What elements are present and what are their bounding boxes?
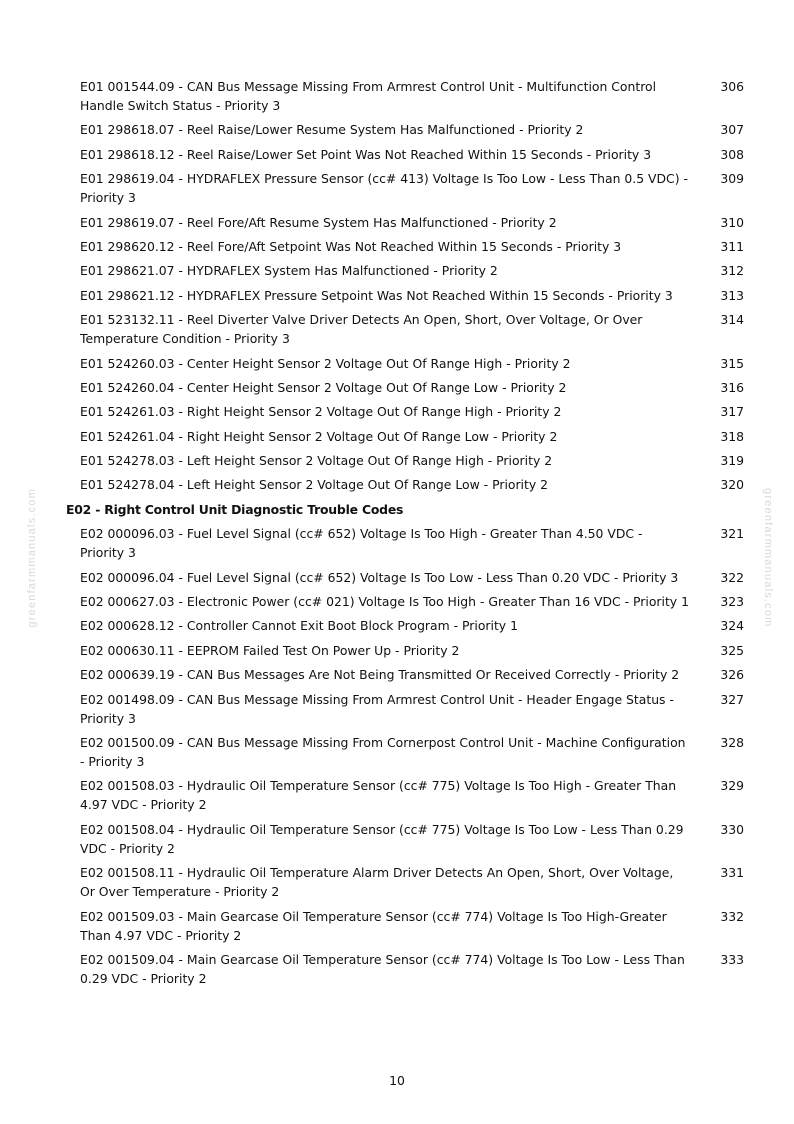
toc-entry[interactable] [80, 524, 744, 562]
toc-entry-page: 309 [720, 171, 744, 187]
toc-entry-title: E01 524278.03 - Left Height Sensor 2 Voltage Out Of Range High - Priority 2 [80, 453, 553, 469]
toc-entry[interactable] [80, 641, 744, 660]
toc-entry-title: E02 001498.09 - CAN Bus Message Missing From Armrest Control Unit - Header Engage Status - Priority 3 [80, 691, 674, 726]
toc-entry[interactable] [80, 690, 744, 728]
toc-entry[interactable] [80, 863, 744, 901]
toc-entry-title: E01 523132.11 - Reel Diverter Valve Driver Detects An Open, Short, Over Voltage, Or Over Temperature Condition - Priority 3 [80, 312, 643, 347]
toc-entry-page: 317 [720, 404, 744, 420]
toc-entry-page: 307 [720, 122, 744, 138]
toc-entry[interactable] [80, 427, 744, 446]
toc-entry-page: 328 [720, 734, 744, 750]
toc-entry-title: E02 001508.11 - Hydraulic Oil Temperature Alarm Driver Detects An Open, Short, Over Voltage, Or Over Temperature - Priority 2 [80, 865, 674, 900]
toc-entry[interactable] [80, 616, 744, 635]
toc-entry-page: 320 [720, 477, 744, 493]
toc-entry-page: 313 [720, 287, 744, 303]
toc-entry-page: 316 [720, 379, 744, 395]
toc-entry-title: E01 524278.04 - Left Height Sensor 2 Voltage Out Of Range Low - Priority 2 [80, 477, 549, 493]
toc-entry-title: E01 001544.09 - CAN Bus Message Missing From Armrest Control Unit - Multifunction Control Handle Switch Status - Priority 3 [80, 79, 657, 113]
toc-entry[interactable] [80, 77, 744, 115]
toc-entry[interactable] [80, 568, 744, 587]
toc-entry[interactable] [80, 286, 744, 305]
toc-entry-title: E01 524261.04 - Right Height Sensor 2 Voltage Out Of Range Low - Priority 2 [80, 428, 558, 444]
toc-entry-page: 315 [720, 355, 744, 371]
toc-entry-page: 325 [720, 642, 744, 658]
toc-entry-title: E01 298619.07 - Reel Fore/Aft Resume System Has Malfunctioned - Priority 2 [80, 214, 557, 230]
watermark-right: greenfarmmanuals.com [762, 488, 774, 628]
toc-entry[interactable] [80, 237, 744, 256]
toc-entry[interactable] [80, 475, 744, 494]
toc-entry[interactable] [80, 592, 744, 611]
toc-entry-title: E01 298620.12 - Reel Fore/Aft Setpoint Was Not Reached Within 15 Seconds - Priority 3 [80, 238, 622, 254]
toc-group-after [80, 524, 744, 988]
toc-entry-page: 323 [720, 594, 744, 610]
toc-entry[interactable] [80, 776, 744, 814]
toc-entry[interactable] [80, 820, 744, 858]
toc-entry-page: 327 [720, 691, 744, 707]
toc-entry-page: 326 [720, 667, 744, 683]
watermark-left: greenfarmmanuals.com [26, 488, 38, 628]
toc-entry[interactable] [80, 907, 744, 945]
toc-entry-title: E02 001500.09 - CAN Bus Message Missing From Cornerpost Control Unit - Machine Configuration - Priority 3 [80, 734, 686, 769]
toc-entry[interactable] [80, 733, 744, 771]
toc-entry[interactable] [80, 402, 744, 421]
toc-entry-page: 318 [720, 428, 744, 444]
toc-entry-title: E01 524261.03 - Right Height Sensor 2 Voltage Out Of Range High - Priority 2 [80, 404, 562, 420]
toc-entry-page: 329 [720, 778, 744, 794]
toc-entry-title: E01 298621.12 - HYDRAFLEX Pressure Setpoint Was Not Reached Within 15 Seconds - Priority 3 [80, 287, 673, 303]
toc-entry[interactable] [80, 451, 744, 470]
toc-entry-title: E02 000096.03 - Fuel Level Signal (cc# 652) Voltage Is Too High - Greater Than 4.50 VDC - Priority 3 [80, 526, 643, 561]
page-number: 10 [389, 1073, 405, 1088]
section-heading: E02 - Right Control Unit Diagnostic Trouble Codes [66, 501, 404, 517]
toc-entry-title: E02 000630.11 - EEPROM Failed Test On Power Up - Priority 2 [80, 642, 460, 658]
toc-entry-title: E02 001508.04 - Hydraulic Oil Temperature Sensor (cc# 775) Voltage Is Too Low - Less Than 0.29 VDC - Priority 2 [80, 821, 684, 856]
toc-entry-page: 324 [720, 618, 744, 634]
toc-entry-title: E02 000639.19 - CAN Bus Messages Are Not Being Transmitted Or Received Correctly - Priority 2 [80, 667, 680, 683]
toc-entry-page: 332 [720, 908, 744, 924]
toc-entry-title: E01 524260.04 - Center Height Sensor 2 Voltage Out Of Range Low - Priority 2 [80, 379, 567, 395]
toc-group-before [80, 77, 744, 494]
toc-entry-title: E02 001509.03 - Main Gearcase Oil Temperature Sensor (cc# 774) Voltage Is Too High-Greater Than 4.97 VDC - Priority 2 [80, 908, 667, 943]
toc-entry[interactable] [80, 950, 744, 988]
toc-entry-title: E02 000096.04 - Fuel Level Signal (cc# 652) Voltage Is Too Low - Less Than 0.20 VDC - Priority 3 [80, 569, 679, 585]
toc-entry[interactable] [80, 354, 744, 373]
toc-entry-page: 310 [720, 214, 744, 230]
toc-entry-title: E02 001508.03 - Hydraulic Oil Temperature Sensor (cc# 775) Voltage Is Too High - Greater Than 4.97 VDC - Priority 2 [80, 778, 677, 813]
toc-entry-title: E01 298618.07 - Reel Raise/Lower Resume System Has Malfunctioned - Priority 2 [80, 122, 584, 138]
toc-entry-title: E02 000628.12 - Controller Cannot Exit Boot Block Program - Priority 1 [80, 618, 518, 634]
toc-entry[interactable] [80, 145, 744, 164]
toc-entry-title: E02 001509.04 - Main Gearcase Oil Temperature Sensor (cc# 774) Voltage Is Too Low - Less Than 0.29 VDC - Priority 2 [80, 951, 685, 986]
toc-entry-page: 308 [720, 146, 744, 162]
table-of-contents [66, 77, 744, 993]
toc-entry[interactable] [80, 169, 744, 207]
toc-entry[interactable] [80, 261, 744, 280]
toc-entry-page: 333 [720, 951, 744, 967]
toc-entry-page: 331 [720, 865, 744, 881]
toc-entry[interactable] [80, 310, 744, 348]
toc-entry-page: 321 [720, 526, 744, 542]
toc-entry-title: E02 000627.03 - Electronic Power (cc# 021) Voltage Is Too High - Greater Than 16 VDC - Priority 1 [80, 594, 689, 610]
toc-entry[interactable] [80, 120, 744, 139]
toc-entry-page: 322 [720, 569, 744, 585]
toc-entry[interactable] [80, 213, 744, 232]
toc-entry-page: 311 [720, 238, 744, 254]
toc-entry[interactable] [80, 665, 744, 684]
toc-entry-page: 330 [720, 821, 744, 837]
toc-entry-title: E01 298618.12 - Reel Raise/Lower Set Point Was Not Reached Within 15 Seconds - Priority 3 [80, 146, 652, 162]
toc-entry-title: E01 298619.04 - HYDRAFLEX Pressure Sensor (cc# 413) Voltage Is Too Low - Less Than 0.5 VDC) - Priority 3 [80, 171, 688, 206]
toc-entry-page: 306 [720, 79, 744, 94]
toc-entry[interactable] [80, 378, 744, 397]
toc-entry-page: 319 [720, 453, 744, 469]
toc-entry-page: 314 [720, 312, 744, 328]
toc-entry-page: 312 [720, 263, 744, 279]
toc-entry-title: E01 524260.03 - Center Height Sensor 2 Voltage Out Of Range High - Priority 2 [80, 355, 571, 371]
toc-entry-title: E01 298621.07 - HYDRAFLEX System Has Malfunctioned - Priority 2 [80, 263, 498, 279]
